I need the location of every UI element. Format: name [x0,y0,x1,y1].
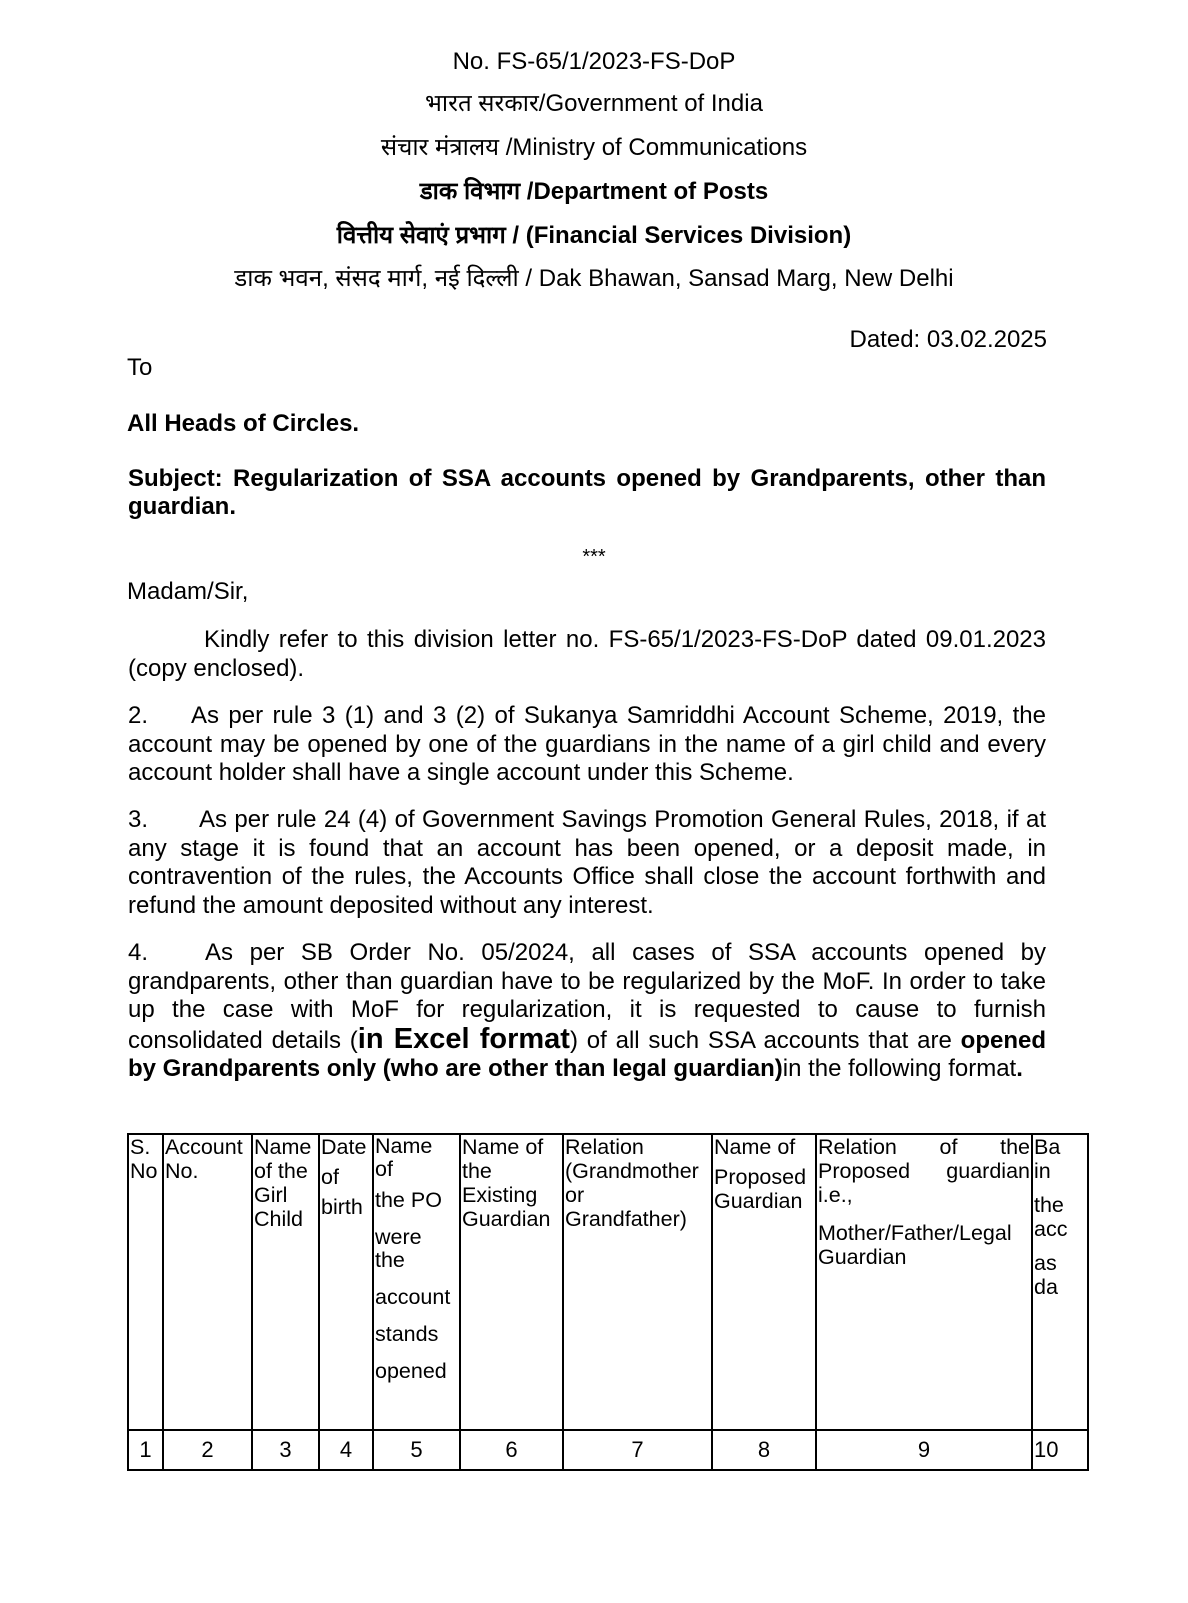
col-header-existing-guardian-line: the [462,1159,492,1183]
col-header-balance-line: Ba [1034,1135,1061,1159]
division-line [0,221,1188,251]
paragraph-4-text-b: ) of all such SSA accounts that are [569,1026,961,1054]
division-english: (Financial Services Division) [525,222,852,249]
col-header-balance-line: in [1034,1159,1051,1183]
col-header-s-no [128,1134,163,1430]
col-header-proposed-guardian-line: Proposed [714,1165,807,1189]
table-number-row [128,1430,1088,1470]
paragraph-3-text: As per rule 24 (4) of Government Savings Promotion General Rules, 2018, if at any stage it is found that an account has been opened, or a deposit made, in contravention of the rules, the Accounts Office shall close the account forthwith and refund the amount deposited without any interest. [128,806,1046,919]
col-header-account-no-line: Account [165,1135,243,1159]
paragraph-4-text-a: As per SB Order No. 05/2024, all cases of SSA accounts opened by grandparents, other than guardian have to be regularized by the MoF. In order to take up the case with MoF for regularization, it is requested to cause to furnish consolidated details ( [128,939,1046,1054]
department-line [0,177,1188,207]
address-line: डाक भवन, संसद मार्ग, नई दिल्ली / Dak Bhawan, Sansad Marg, New Delhi [234,265,954,292]
paragraph-1-text: Kindly refer to this division letter no. FS-65/1/2023-FS-DoP dated 09.01.2023 (copy enclosed). [128,626,1046,682]
paragraph-1 [128,626,1046,683]
col-header-girl-child-name-line: Child [254,1207,303,1231]
col-number: 1 [128,1430,163,1470]
paragraph-3 [128,806,1046,920]
letter-date: Dated: 03.02.2025 [849,326,1047,353]
paragraph-2-number: 2. [128,702,149,729]
col-header-po-name-line: opened [375,1359,447,1383]
table-header-row [128,1134,1088,1430]
col-header-proposed-relation-line: Guardian [818,1245,907,1269]
col-header-proposed-relation [816,1134,1032,1430]
col-header-date-of-birth-line: birth [321,1195,363,1219]
paragraph-4-bold-text: opened by Grandparents only (who are other than legal guardian) [128,1026,1047,1082]
col-header-girl-child-name-line: Girl [254,1183,288,1207]
col-number: 9 [816,1430,1032,1470]
format-table-container [127,1133,1068,1473]
col-header-relation-line: Grandfather) [565,1207,687,1231]
col-header-relation-line: Relation [565,1135,644,1159]
col-header-existing-guardian [460,1134,563,1430]
reference-number: No. FS-65/1/2023-FS-DoP [452,48,736,75]
col-number: 5 [373,1430,460,1470]
col-number: 10 [1032,1430,1088,1470]
col-header-po-name-line: stands [375,1322,439,1346]
col-header-proposed-guardian-line: Guardian [714,1189,803,1213]
col-header-existing-guardian-line: Guardian [462,1207,551,1231]
col-header-proposed-relation-line: Mother/Father/Legal [818,1221,1012,1245]
paragraph-4-number: 4. [128,939,149,966]
col-header-relation-line: (Grandmother [565,1159,699,1183]
col-header-po-name-line: of [375,1157,393,1181]
government-line: भारत सरकार/Government of India [425,90,763,117]
addressee: All Heads of Circles. [127,410,360,437]
department-hindi: डाक विभाग / [419,178,534,205]
col-header-account-no-line: No. [165,1159,199,1183]
paragraph-4-excel-emphasis: in Excel format [357,1022,570,1055]
col-header-balance [1032,1134,1088,1430]
salutation: Madam/Sir, [127,578,249,605]
col-header-po-name-line: were [375,1225,422,1249]
col-header-po-name-line: the PO [375,1188,442,1212]
col-header-proposed-relation-line: Proposed guardian [818,1159,1030,1183]
col-header-proposed-guardian [712,1134,816,1430]
col-header-proposed-guardian-line: Name of [714,1135,796,1159]
col-header-date-of-birth-line: Date [321,1135,367,1159]
col-header-balance-line: da [1034,1275,1058,1299]
col-header-account-no [163,1134,252,1430]
col-number: 8 [712,1430,816,1470]
col-header-balance-line: the [1034,1193,1064,1217]
col-header-balance-line: acc [1034,1217,1068,1241]
col-number: 3 [252,1430,319,1470]
subject-line: Subject: Regularization of SSA accounts opened by Grandparents, other than guardian. [128,465,1046,520]
col-header-girl-child-name [252,1134,319,1430]
paragraph-4-text-c: in the following format [782,1055,1017,1082]
col-number: 7 [563,1430,712,1470]
col-header-po-name [373,1134,460,1430]
division-hindi: वित्तीय सेवाएं प्रभाग / [336,222,526,249]
col-header-relation [563,1134,712,1430]
col-header-girl-child-name-line: of the [254,1159,308,1183]
col-header-existing-guardian-line: Existing [462,1183,538,1207]
col-number: 2 [163,1430,252,1470]
col-header-date-of-birth [319,1134,373,1430]
col-header-s-no-line: No [130,1159,158,1183]
col-header-proposed-relation-line: i.e., [818,1183,853,1207]
paragraph-4 [128,939,1046,1084]
paragraph-2-text: As per rule 3 (1) and 3 (2) of Sukanya Samriddhi Account Scheme, 2019, the account may be opened by one of the guardians in the name of a girl child and every account holder shall have a single account under this Scheme. [128,702,1046,786]
department-english: Department of Posts [533,178,769,205]
col-header-po-name-line: Name [375,1134,433,1158]
paragraph-4-end: . [1016,1055,1023,1082]
paragraph-2 [128,702,1046,788]
col-header-relation-line: or [565,1183,585,1207]
col-header-s-no-line: S. [130,1135,151,1159]
col-header-existing-guardian-line: Name of [462,1135,544,1159]
col-header-po-name-line: account [375,1285,451,1309]
paragraph-3-number: 3. [128,806,149,833]
col-number: 6 [460,1430,563,1470]
col-header-balance-line: as [1034,1251,1057,1275]
col-header-girl-child-name-line: Name [254,1135,312,1159]
separator-stars: *** [582,546,606,568]
to-label: To [127,354,153,381]
col-header-date-of-birth-line: of [321,1165,339,1189]
col-number: 4 [319,1430,373,1470]
col-header-proposed-relation-line: Relation of the [818,1135,1030,1159]
format-table [127,1133,1089,1471]
ministry-line: संचार मंत्रालय /Ministry of Communications [380,134,808,161]
col-header-po-name-line: the [375,1248,405,1272]
